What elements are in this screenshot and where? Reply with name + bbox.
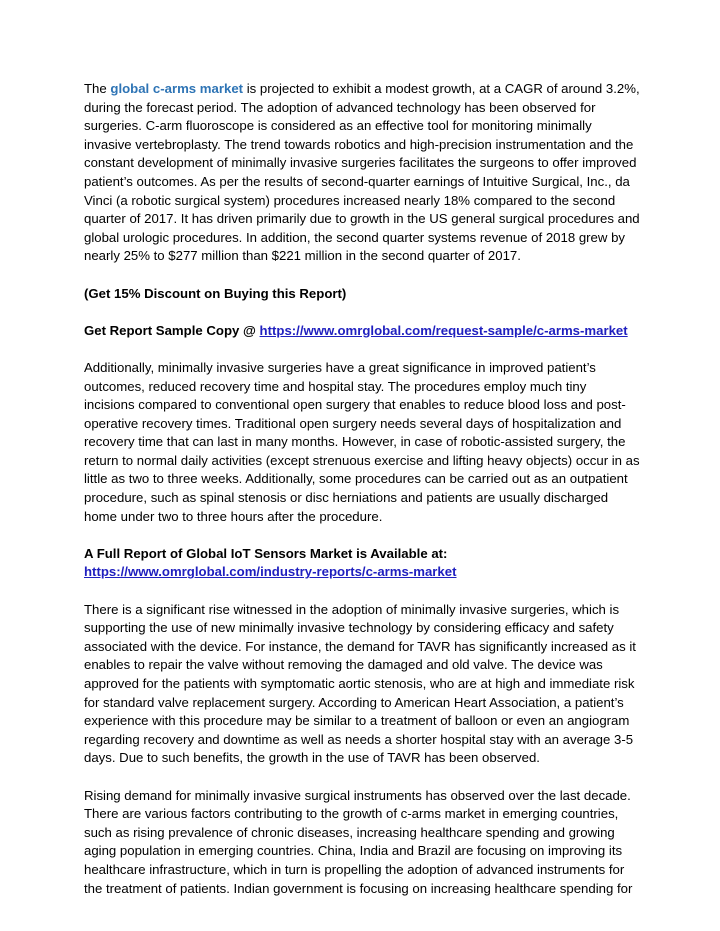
emerging-markets-paragraph: Rising demand for minimally invasive surgical instruments has observed over the last decade. There are various factors contributing to the growth of c-arms market in emerging countries, such as rising prevalence of chronic diseases, increasing healthcare spending and growing aging population in emerging countries. China, India and Brazil are focusing on improving its healthcare infrastructure, which in turn is propelling the adoption of advanced instruments for the treatment of patients. Indian government is focusing on increasing healthcare spending for — [84, 787, 633, 896]
discount-note: (Get 15% Discount on Buying this Report) — [84, 285, 347, 301]
sample-copy-label: Get Report Sample Copy @ — [84, 322, 260, 338]
sample-copy-line — [84, 322, 640, 341]
intro-paragraph — [84, 80, 640, 266]
intro-body: is projected to exhibit a modest growth, at a CAGR of around 3.2%, during the forecast period. The adoption of advanced technology has been observed for surgeries. C-arm fluoroscope is considered as an effective tool for monitoring minimally invasive vertebroplasty. The trend towards robotics and high-precision instrumentation and the constant development of minimally invasive surgeries facilitates the surgeons to offer improved patient’s outcomes. As per the results of second-quarter earnings of Intuitive Surgical, Inc., da Vinci (a robotic surgical system) procedures increased nearly 18% compared to the second quarter of 2017. It has driven primarily due to growth in the US general surgical procedures and global urologic procedures. In addition, the second quarter systems revenue of 2018 grew by nearly 25% to $277 million than $221 million in the second quarter of 2017. — [84, 81, 640, 264]
intro-prefix: The — [84, 81, 111, 96]
global-c-arms-market-link[interactable]: global c-arms market — [110, 81, 244, 96]
recovery-paragraph: Additionally, minimally invasive surgeries have a great significance in improved patient’s outcomes, reduced recovery time and hospital stay. The procedures employ much tiny incisions compared to conventional open surgery that enables to reduce blood loss and post-operative recovery times. Traditional open surgery needs several days of hospitalization and recovery time that can last in many months. However, in case of robotic-assisted surgery, the return to normal daily activities (except strenuous exercise and lifting heavy objects) occur in as little as two to three weeks. Additionally, some procedures can be carried out as an outpatient procedure, such as spinal stenosis or disc herniations and patients are usually discharged home under two to three hours after the procedure. — [84, 359, 640, 524]
tavr-paragraph: There is a significant rise witnessed in the adoption of minimally invasive surgeries, which is supporting the use of new minimally invasive technology by considering efficacy and safety associated with the device. For instance, the demand for TAVR has significantly increased as it enables to repair the valve without removing the damaged and old valve. The device was approved for the patients with symptomatic aortic stenosis, who are at high and immediate risk for standard valve replacement surgery. According to American Heart Association, a patient’s experience with this procedure may be similar to a treatment of balloon or even an angiogram regarding recovery and downtime as well as needs a shorter hospital stay with an average 3-5 days. Due to such benefits, the growth in the use of TAVR has been observed. — [84, 601, 636, 766]
sample-copy-link[interactable]: https://www.omrglobal.com/request-sample/c-arms-market — [259, 322, 628, 338]
full-report-block — [84, 545, 640, 582]
full-report-link[interactable]: https://www.omrglobal.com/industry-reports/c-arms-market — [84, 564, 457, 580]
full-report-label: A Full Report of Global IoT Sensors Market is Available at: — [84, 545, 448, 561]
